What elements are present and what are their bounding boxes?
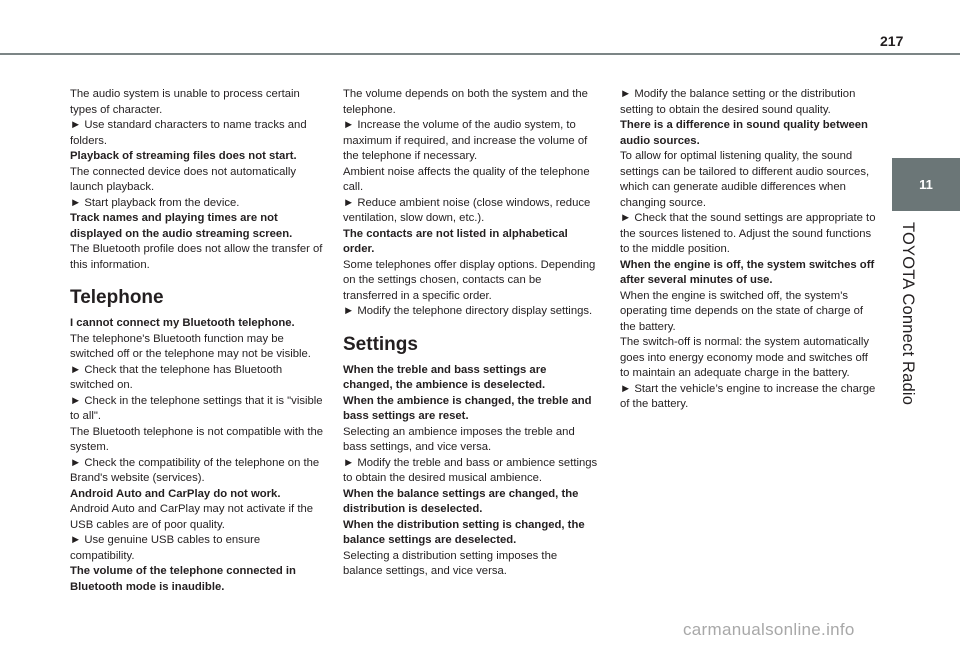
body-paragraph: The Bluetooth telephone is not compatible with the system.	[70, 425, 324, 453]
question-heading: The contacts are not listed in alphabetical order.	[343, 227, 568, 255]
question-heading: Track names and playing times are not displayed on the audio streaming screen.	[70, 212, 293, 240]
body-paragraph: Selecting a distribution setting imposes the balance settings, and vice versa.	[343, 549, 558, 577]
chapter-tab	[892, 158, 960, 211]
question-heading: Android Auto and CarPlay do not work.	[70, 487, 281, 500]
body-paragraph: The Bluetooth profile does not allow the transfer of this information.	[70, 243, 323, 271]
text-column-3	[620, 87, 876, 413]
question-heading: When the balance settings are changed, the distribution is deselected.	[343, 487, 579, 515]
text-column-2	[343, 87, 599, 580]
body-paragraph: ► Modify the treble and bass or ambience settings to obtain the desired musical ambience.	[343, 456, 598, 484]
watermark: carmanualsonline.info	[683, 620, 855, 639]
body-paragraph: The telephone's Bluetooth function may be switched off or the telephone may not be visible.	[70, 332, 311, 360]
question-heading: When the distribution setting is changed, the balance settings are deselected.	[343, 518, 585, 546]
header-rule	[0, 53, 960, 55]
body-paragraph: Some telephones offer display options. Depending on the settings chosen, contacts can be transferred in a specific order.	[343, 258, 596, 302]
question-heading: When the engine is off, the system switches off after several minutes of use.	[620, 258, 875, 286]
body-paragraph: ► Start playback from the device.	[70, 196, 240, 209]
body-paragraph: Android Auto and CarPlay may not activate if the USB cables are of poor quality.	[70, 503, 314, 531]
body-paragraph: When the engine is switched off, the system's operating time depends on the state of charge of the battery.	[620, 289, 864, 333]
question-heading: Playback of streaming files does not start.	[70, 150, 297, 162]
body-paragraph: ► Use genuine USB cables to ensure compatibility.	[70, 534, 261, 562]
body-paragraph: The switch-off is normal: the system automatically goes into energy economy mode and switches off to maintain an adequate charge in the battery.	[620, 336, 870, 379]
chapter-title: TOYOTA Connect Radio	[899, 222, 917, 406]
body-paragraph: The volume depends on both the system and the telephone.	[343, 88, 588, 116]
body-paragraph: ► Start the vehicle’s engine to increase the charge of the battery.	[620, 382, 876, 410]
body-paragraph: ► Check that the telephone has Bluetooth switched on.	[70, 363, 283, 391]
question-heading: The volume of the telephone connected in Bluetooth mode is inaudible.	[70, 565, 296, 593]
question-heading: There is a difference in sound quality between audio sources.	[620, 119, 868, 147]
body-paragraph: ► Reduce ambient noise (close windows, reduce ventilation, slow down, etc.).	[343, 196, 591, 224]
body-paragraph: Ambient noise affects the quality of the telephone call.	[343, 165, 590, 193]
body-paragraph: ► Increase the volume of the audio system, to maximum if required, and increase the volume of the telephone if necessary.	[343, 119, 588, 162]
section-heading: Telephone	[70, 287, 164, 308]
body-paragraph: ► Check that the sound settings are appropriate to the sources listened to. Adjust the sound functions to the middle position.	[620, 212, 876, 255]
question-heading: When the ambience is changed, the treble and bass settings are reset.	[343, 394, 592, 422]
page-number: 217	[880, 33, 904, 49]
body-paragraph: ► Check the compatibility of the telephone on the Brand's website (services).	[70, 456, 320, 484]
body-paragraph: The audio system is unable to process certain types of character.	[70, 88, 300, 116]
body-paragraph: Selecting an ambience imposes the treble and bass settings, and vice versa.	[343, 425, 575, 453]
body-paragraph: To allow for optimal listening quality, the sound settings can be tailored to different audio sources, which can generate audible differences when changing source.	[620, 150, 870, 209]
section-heading: Settings	[343, 333, 418, 355]
body-paragraph: ► Modify the balance setting or the distribution setting to obtain the desired sound quality.	[620, 88, 856, 116]
question-heading: I cannot connect my Bluetooth telephone.	[70, 317, 295, 329]
body-paragraph: The connected device does not automatically launch playback.	[70, 165, 297, 193]
body-paragraph: ► Check in the telephone settings that it is "visible to all".	[70, 394, 323, 422]
text-column-1	[70, 87, 326, 595]
body-paragraph: ► Modify the telephone directory display settings.	[343, 305, 593, 317]
chapter-number: 11	[919, 177, 933, 192]
body-paragraph: ► Use standard characters to name tracks and folders.	[70, 119, 307, 147]
question-heading: When the treble and bass settings are changed, the ambience is deselected.	[343, 363, 547, 391]
